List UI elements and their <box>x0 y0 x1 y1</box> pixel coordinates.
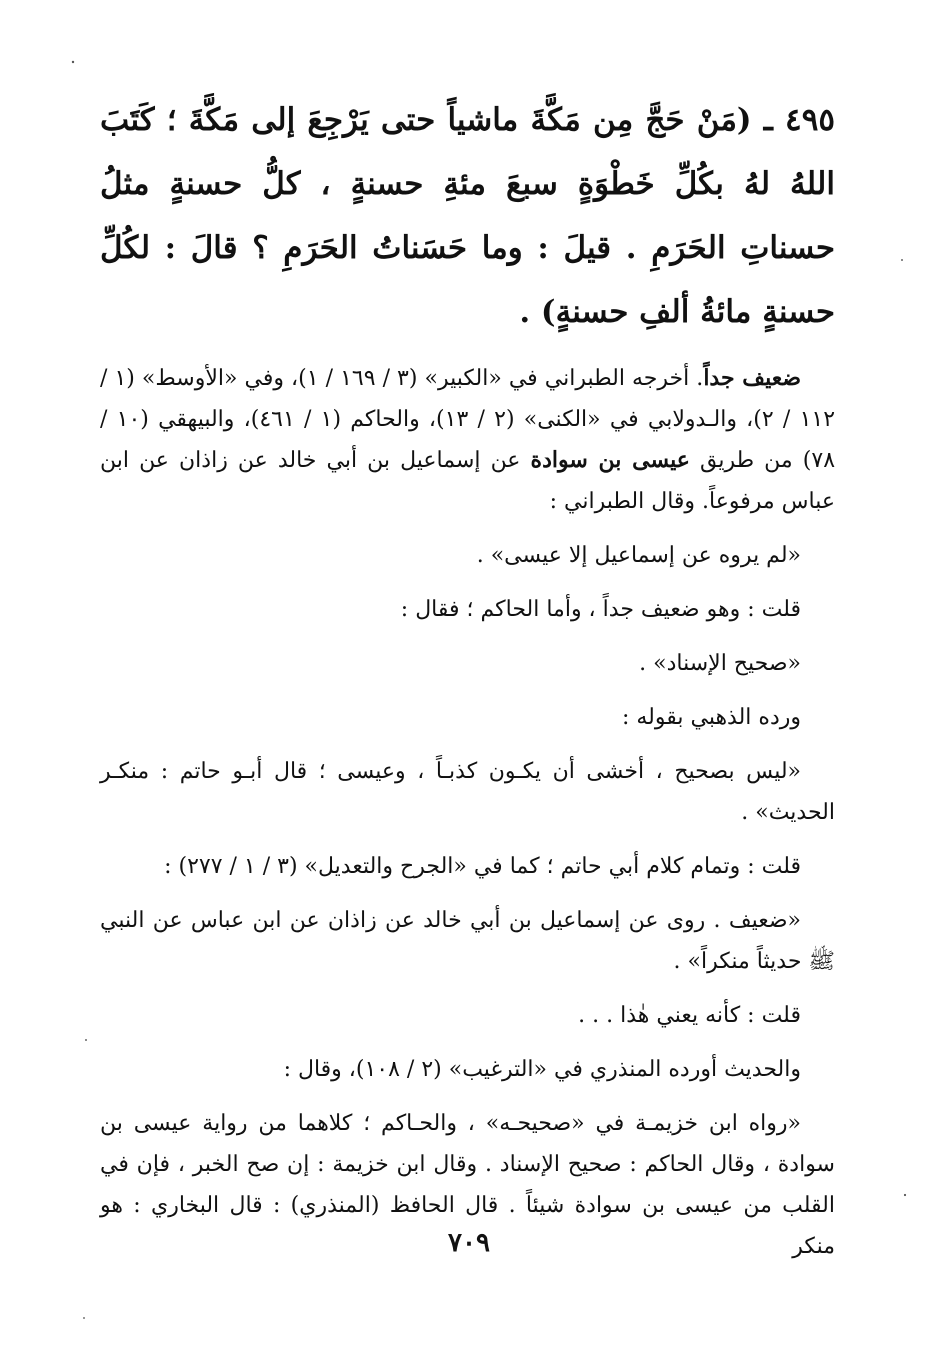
page-number: ٧٠٩ <box>448 1228 490 1258</box>
paragraph-comment: قلت : كأنه يعني هٰذا . . . <box>578 1003 801 1028</box>
takhrij-sources: . أخرجه الطبراني في «الكبير» (٣ / ١٦٩ / ١)، وفي «الأوسط» (١ / ١١٢ / ٢)، والـدولابي في «الكنى» (٢ / ١٣)، والحاكم (١ / ٤٦١)، والبيهقي (١٠ / ٧٨) من طريق <box>100 366 836 473</box>
paragraph-dhahabi-intro: ورده الذهبي بقوله : <box>621 705 801 730</box>
hadith-text: ٤٩٥ ـ (مَنْ حَجَّ مِن مَكَّةَ ماشياً حتى يَرْجِعَ إلى مَكَّةَ ؛ كَتَبَ اللهُ لهُ بكُلِّ خَطْوَةٍ سبعَ مئةِ حسنةٍ ، كلُّ حسنةٍ مثلُ حسناتِ الحَرَمِ . قيلَ : وما حَسَناتُ الحَرَمِ ؟ قالَ : لكُلِّ حسنةٍ مائةُ ألفِ حسنةٍ) . <box>100 102 835 330</box>
paragraph-abu-hatim-quote: «ضعيف . روى عن إسماعيل بن أبي خالد عن زاذان عن ابن عباس عن النبي ﷺ حديثاً منكراً» . <box>100 908 835 974</box>
narrator-name: عيسى بن سوادة <box>530 447 690 473</box>
paragraph-comment-hakim: قلت : وهو ضعيف جداً ، وأما الحاكم ؛ فقال : <box>400 597 801 622</box>
paragraph-mundhiri-quote: «رواه ابن خزيمـة في «صحيحـه» ، والحـاكم ؛ كلاهما من رواية عيسى بن سوادة ، وقال الحاكم : صحيح الإسناد . وقال ابن خزيمة : إن صح الخبر ، فإن في القلب من عيسى بن سوادة شيئاً . قال الحافظ (المنذري) : قال البخاري : هو منكر <box>100 1111 835 1259</box>
hadith-grade: ضعيف جداً <box>703 365 801 391</box>
paragraph-abu-hatim-intro: قلت : وتمام كلام أبي حاتم ؛ كما في «الجرح والتعديل» (٣ / ١ / ٢٧٧) : <box>164 854 801 879</box>
paragraph-dhahabi-quote: «ليس بصحيح ، أخشى أن يكـون كذبـاً ، وعيسى ؛ قال أبـو حاتم : منكـر الحديث» . <box>100 759 835 825</box>
paragraph-mundhiri-intro: والحديث أورده المنذري في «الترغيب» (٢ / ١٠٨)، وقال : <box>283 1057 801 1082</box>
paragraph-tabarani-quote: «لم يروه عن إسماعيل إلا عيسى» . <box>476 543 801 568</box>
takhrij-chain: عن إسماعيل بن أبي خالد عن زاذان عن ابن عباس مرفوعاً. وقال الطبراني : <box>100 448 835 514</box>
paragraph-hakim-quote: «صحيح الإسناد» . <box>639 651 801 676</box>
